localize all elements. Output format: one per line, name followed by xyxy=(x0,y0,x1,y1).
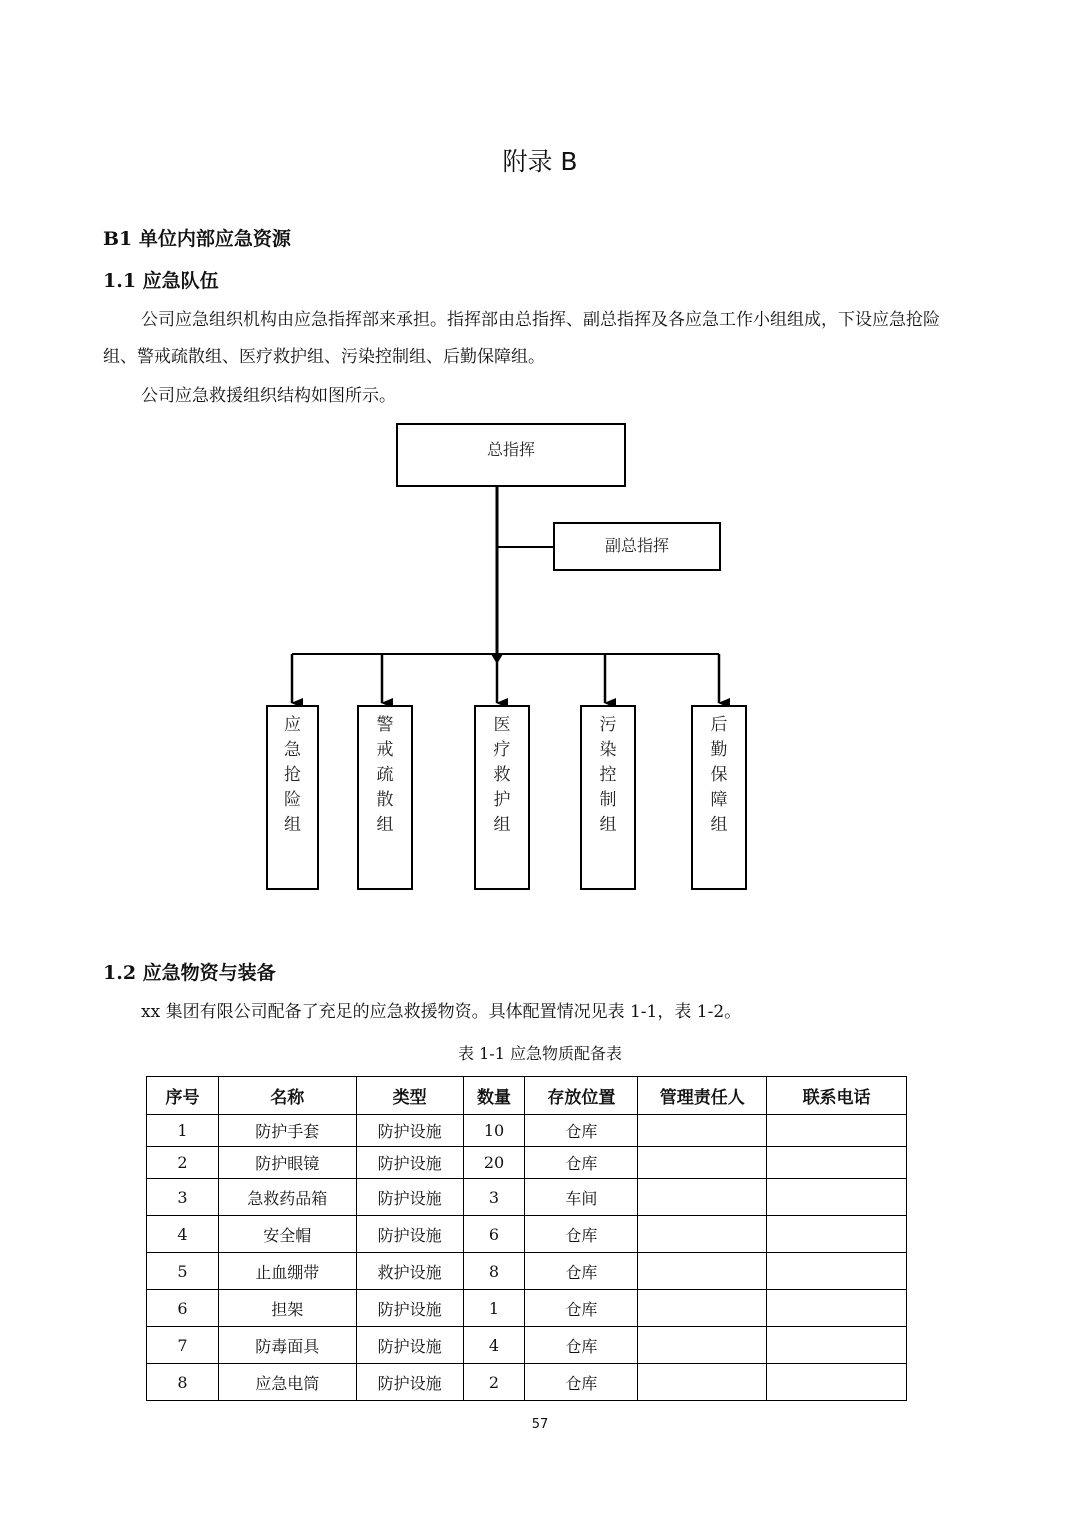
section-heading-1-2: 1.2 应急物资与装备 xyxy=(103,962,276,984)
cell-phone xyxy=(767,1253,907,1290)
cell-quantity: 10 xyxy=(463,1115,525,1147)
trunk-arrowhead xyxy=(491,654,503,664)
cell-manager xyxy=(638,1115,767,1147)
org-group-char: 组 xyxy=(710,815,728,835)
cell-phone xyxy=(767,1327,907,1364)
cell-location: 仓库 xyxy=(525,1115,638,1147)
org-box-group-5 xyxy=(691,705,747,890)
section-heading-1-1: 1.1 应急队伍 xyxy=(103,270,219,292)
org-box-group-3 xyxy=(474,705,530,890)
table-caption: 表 1-1 应急物质配备表 xyxy=(458,1044,622,1063)
cell-quantity: 6 xyxy=(463,1216,525,1253)
org-group-char: 保 xyxy=(710,765,728,785)
header-name: 名称 xyxy=(218,1077,356,1115)
table-header-row xyxy=(147,1077,907,1115)
cell-manager xyxy=(638,1327,767,1364)
header-location: 存放位置 xyxy=(525,1077,638,1115)
org-group-char: 急 xyxy=(284,740,301,760)
cell-type: 防护设施 xyxy=(356,1327,463,1364)
cell-location: 仓库 xyxy=(525,1253,638,1290)
org-group-char: 制 xyxy=(599,790,617,810)
header-manager: 管理责任人 xyxy=(638,1077,767,1115)
cell-quantity: 1 xyxy=(463,1290,525,1327)
cell-manager xyxy=(638,1290,767,1327)
org-group-char: 勤 xyxy=(710,740,728,760)
org-box-group-4 xyxy=(580,705,636,890)
cell-name: 防护手套 xyxy=(218,1115,356,1147)
org-group-char: 疏 xyxy=(376,765,394,785)
org-group-char: 救 xyxy=(493,765,511,785)
cell-phone xyxy=(767,1179,907,1216)
header-quantity: 数量 xyxy=(463,1077,525,1115)
cell-manager xyxy=(638,1147,767,1179)
paragraph-org-figure-ref: 公司应急救援组织结构如图所示。 xyxy=(141,386,396,406)
paragraph-org-intro: 公司应急组织机构由应急指挥部来承担。指挥部由总指挥、副总指挥及各应急工作小组组成，下设应急抢险组、警戒疏散组、医疗救护组、污染控制组、后勤保障组。 xyxy=(103,310,940,367)
cell-type: 防护设施 xyxy=(356,1216,463,1253)
org-box-deputy: 副总指挥 xyxy=(553,522,721,571)
cell-name: 防毒面具 xyxy=(218,1327,356,1364)
table-row xyxy=(147,1216,907,1253)
org-group-char: 警 xyxy=(376,715,394,735)
org-group-char: 控 xyxy=(599,765,617,785)
org-box-group-1 xyxy=(266,705,319,890)
header-type: 类型 xyxy=(356,1077,463,1115)
org-group-char: 组 xyxy=(599,815,617,835)
header-phone: 联系电话 xyxy=(767,1077,907,1115)
org-group-char: 戒 xyxy=(376,740,394,760)
cell-name: 应急电筒 xyxy=(218,1364,356,1401)
cell-phone xyxy=(767,1216,907,1253)
cell-location: 仓库 xyxy=(525,1216,638,1253)
org-group-char: 组 xyxy=(284,815,301,835)
cell-index: 7 xyxy=(147,1327,219,1364)
org-group-char: 疗 xyxy=(493,740,511,760)
cell-type: 救护设施 xyxy=(356,1253,463,1290)
cell-name: 止血绷带 xyxy=(218,1253,356,1290)
section-heading-b1: B1 单位内部应急资源 xyxy=(103,228,291,250)
cell-index: 5 xyxy=(147,1253,219,1290)
org-group-char: 染 xyxy=(599,740,617,760)
cell-type: 防护设施 xyxy=(356,1115,463,1147)
cell-manager xyxy=(638,1253,767,1290)
page-number: 57 xyxy=(531,1417,549,1432)
org-box-commander: 总指挥 xyxy=(396,423,626,487)
cell-quantity: 8 xyxy=(463,1253,525,1290)
cell-location: 仓库 xyxy=(525,1290,638,1327)
table-row xyxy=(147,1115,907,1147)
table-row xyxy=(147,1253,907,1290)
cell-name: 担架 xyxy=(218,1290,356,1327)
header-index: 序号 xyxy=(147,1077,219,1115)
cell-index: 3 xyxy=(147,1179,219,1216)
org-group-char: 险 xyxy=(284,790,301,810)
cell-type: 防护设施 xyxy=(356,1364,463,1401)
cell-type: 防护设施 xyxy=(356,1290,463,1327)
cell-location: 车间 xyxy=(525,1179,638,1216)
table-row xyxy=(147,1290,907,1327)
org-group-char: 医 xyxy=(493,715,511,735)
cell-location: 仓库 xyxy=(525,1364,638,1401)
org-group-char: 后 xyxy=(710,715,728,735)
org-group-char: 抢 xyxy=(284,765,301,785)
cell-name: 防护眼镜 xyxy=(218,1147,356,1179)
cell-manager xyxy=(638,1216,767,1253)
table-row xyxy=(147,1147,907,1179)
org-group-char: 散 xyxy=(376,790,394,810)
paragraph-supplies: xx 集团有限公司配备了充足的应急救援物资。具体配置情况见表 1-1，表 1-2。 xyxy=(141,1002,742,1022)
cell-index: 2 xyxy=(147,1147,219,1179)
cell-index: 4 xyxy=(147,1216,219,1253)
table-row xyxy=(147,1179,907,1216)
equipment-table xyxy=(146,1076,907,1401)
cell-manager xyxy=(638,1364,767,1401)
cell-name: 急救药品箱 xyxy=(218,1179,356,1216)
cell-index: 1 xyxy=(147,1115,219,1147)
cell-phone xyxy=(767,1147,907,1179)
org-group-char: 组 xyxy=(376,815,394,835)
org-group-char: 组 xyxy=(493,815,511,835)
cell-manager xyxy=(638,1179,767,1216)
cell-type: 防护设施 xyxy=(356,1179,463,1216)
cell-index: 6 xyxy=(147,1290,219,1327)
cell-quantity: 2 xyxy=(463,1364,525,1401)
org-box-group-2 xyxy=(357,705,413,890)
org-group-char: 障 xyxy=(710,790,728,810)
page-title: 附录 B xyxy=(502,147,578,176)
cell-quantity: 20 xyxy=(463,1147,525,1179)
cell-index: 8 xyxy=(147,1364,219,1401)
cell-phone xyxy=(767,1364,907,1401)
cell-phone xyxy=(767,1115,907,1147)
cell-name: 安全帽 xyxy=(218,1216,356,1253)
cell-phone xyxy=(767,1290,907,1327)
cell-quantity: 4 xyxy=(463,1327,525,1364)
cell-location: 仓库 xyxy=(525,1327,638,1364)
org-group-char: 污 xyxy=(599,715,617,735)
cell-quantity: 3 xyxy=(463,1179,525,1216)
table-row xyxy=(147,1327,907,1364)
cell-location: 仓库 xyxy=(525,1147,638,1179)
table-row xyxy=(147,1364,907,1401)
org-group-char: 应 xyxy=(284,715,301,735)
org-group-char: 护 xyxy=(493,790,511,810)
cell-type: 防护设施 xyxy=(356,1147,463,1179)
